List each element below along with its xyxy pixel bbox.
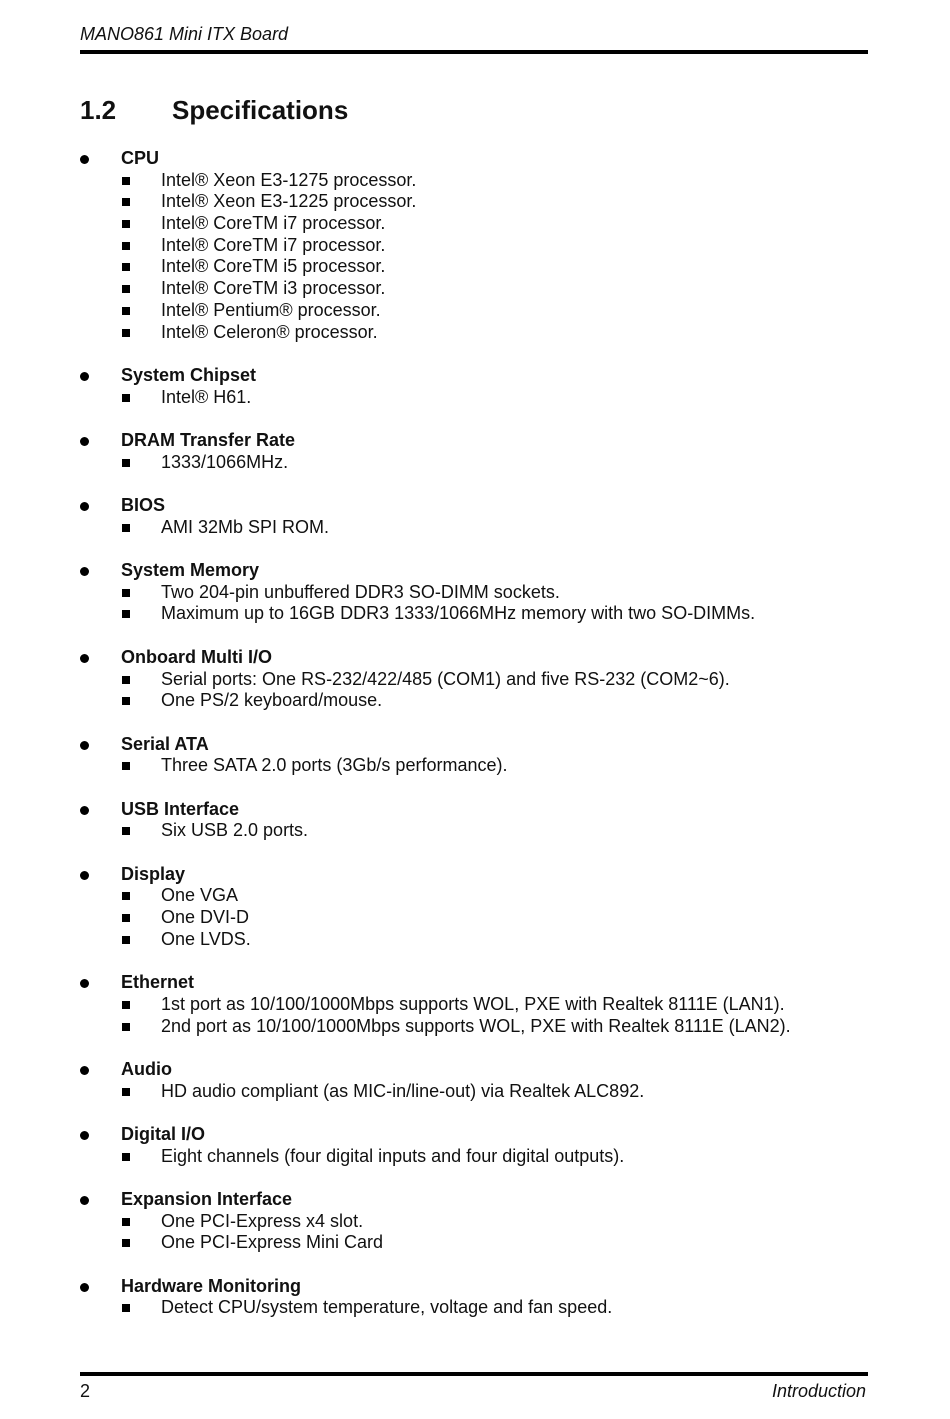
round-bullet-icon <box>80 1283 89 1292</box>
round-bullet-icon <box>80 806 89 815</box>
spec-group-header <box>80 365 880 387</box>
spec-group-header <box>80 647 880 669</box>
round-bullet-icon <box>80 1131 89 1140</box>
round-bullet-icon <box>80 1066 89 1075</box>
spec-group <box>80 495 880 538</box>
spec-item-text: Maximum up to 16GB DDR3 1333/1066MHz memory with two SO-DIMMs. <box>161 603 756 624</box>
spec-group-title: System Memory <box>121 560 260 581</box>
spec-item <box>80 387 880 409</box>
spec-item <box>80 300 880 322</box>
square-bullet-icon <box>122 676 130 684</box>
spec-list <box>80 148 880 1341</box>
square-bullet-icon <box>122 762 130 770</box>
section-title: Specifications <box>172 95 349 125</box>
spec-group <box>80 365 880 408</box>
spec-group-title: Expansion Interface <box>121 1189 293 1209</box>
spec-item-list <box>80 994 880 1037</box>
spec-group <box>80 799 880 842</box>
square-bullet-icon <box>122 394 130 402</box>
square-bullet-icon <box>122 589 130 597</box>
square-bullet-icon <box>122 242 130 250</box>
spec-item-text: 1st port as 10/100/1000Mbps supports WOL, PXE with Realtek 8111E (LAN1). <box>161 993 785 1014</box>
spec-group-header <box>80 148 880 170</box>
spec-item-text: AMI 32Mb SPI ROM. <box>161 516 330 537</box>
spec-item <box>80 820 880 842</box>
spec-item <box>80 1016 880 1038</box>
spec-group <box>80 430 880 473</box>
round-bullet-icon <box>80 155 89 164</box>
spec-group-header <box>80 1276 880 1298</box>
spec-item-list <box>80 885 880 950</box>
spec-group <box>80 1276 880 1319</box>
round-bullet-icon <box>80 654 89 663</box>
spec-item <box>80 885 880 907</box>
spec-item-text: Serial ports: One RS-232/422/485 (COM1) and five RS-232 (COM2~6). <box>161 668 730 689</box>
spec-group-header <box>80 1189 880 1211</box>
spec-group-header <box>80 495 880 517</box>
spec-group-title: System Chipset <box>121 364 257 385</box>
spec-group-header <box>80 560 880 582</box>
spec-item-text: Intel® Celeron® processor. <box>161 321 378 342</box>
spec-item-list <box>80 1211 880 1254</box>
spec-group-header <box>80 799 880 821</box>
section-heading <box>80 95 348 126</box>
spec-item <box>80 235 880 257</box>
spec-group <box>80 972 880 1037</box>
square-bullet-icon <box>122 697 130 705</box>
spec-item-text: Intel® CoreTM i7 processor. <box>161 213 386 234</box>
spec-group-title: Ethernet <box>121 972 195 993</box>
round-bullet-icon <box>80 567 89 576</box>
spec-item-list <box>80 517 880 539</box>
spec-group-title: Serial ATA <box>121 733 209 754</box>
spec-group-header <box>80 864 880 886</box>
spec-group-header <box>80 972 880 994</box>
round-bullet-icon <box>80 1196 89 1205</box>
square-bullet-icon <box>122 1218 130 1226</box>
spec-group-title: Audio <box>121 1058 172 1079</box>
spec-item-text: Two 204-pin unbuffered DDR3 SO-DIMM sockets. <box>161 581 560 602</box>
spec-item-list <box>80 1146 880 1168</box>
spec-item-text: Intel® CoreTM i7 processor. <box>161 234 386 255</box>
spec-item <box>80 907 880 929</box>
spec-item-text: One LVDS. <box>161 928 251 949</box>
spec-item-text: One VGA <box>161 885 239 906</box>
spec-item <box>80 322 880 344</box>
spec-item-text: Intel® Pentium® processor. <box>161 299 381 320</box>
spec-item <box>80 690 880 712</box>
spec-item <box>80 213 880 235</box>
page-number: 2 <box>80 1381 91 1401</box>
spec-item-text: One PCI-Express Mini Card <box>161 1232 384 1253</box>
square-bullet-icon <box>122 1023 130 1031</box>
spec-item <box>80 1297 880 1319</box>
spec-item <box>80 256 880 278</box>
spec-item-text: Three SATA 2.0 ports (3Gb/s performance). <box>161 755 508 776</box>
spec-group-title: USB Interface <box>121 798 240 819</box>
spec-item-list <box>80 755 880 777</box>
spec-group-header <box>80 1059 880 1081</box>
spec-group-title: DRAM Transfer Rate <box>121 429 296 450</box>
spec-group-title: Display <box>121 863 186 884</box>
spec-item-list <box>80 820 880 842</box>
spec-item <box>80 669 880 691</box>
round-bullet-icon <box>80 741 89 750</box>
square-bullet-icon <box>122 1001 130 1009</box>
spec-item-text: One PCI-Express x4 slot. <box>161 1210 364 1231</box>
document-title: MANO861 Mini ITX Board <box>80 24 289 44</box>
spec-item-text: Eight channels (four digital inputs and four digital outputs). <box>161 1145 625 1166</box>
spec-group <box>80 864 880 951</box>
spec-group <box>80 647 880 712</box>
spec-item-text: 1333/1066MHz. <box>161 451 289 472</box>
spec-item-list <box>80 452 880 474</box>
square-bullet-icon <box>122 914 130 922</box>
square-bullet-icon <box>122 1239 130 1247</box>
spec-group <box>80 734 880 777</box>
page-header <box>80 22 868 54</box>
spec-item-text: Intel® CoreTM i5 processor. <box>161 256 386 277</box>
spec-item <box>80 1081 880 1103</box>
spec-item <box>80 1146 880 1168</box>
spec-item-text: One PS/2 keyboard/mouse. <box>161 690 383 711</box>
spec-group-title: CPU <box>121 148 160 168</box>
spec-group-title: Onboard Multi I/O <box>121 646 272 667</box>
spec-item-text: Intel® Xeon E3-1225 processor. <box>161 191 417 212</box>
spec-group <box>80 1189 880 1254</box>
square-bullet-icon <box>122 524 130 532</box>
spec-item-list <box>80 669 880 712</box>
spec-item-list <box>80 170 880 344</box>
spec-item <box>80 582 880 604</box>
spec-item-text: Intel® H61. <box>161 386 252 407</box>
spec-item <box>80 191 880 213</box>
spec-item <box>80 994 880 1016</box>
square-bullet-icon <box>122 1088 130 1096</box>
footer-section-name: Introduction <box>771 1381 866 1401</box>
square-bullet-icon <box>122 827 130 835</box>
spec-item <box>80 278 880 300</box>
round-bullet-icon <box>80 372 89 381</box>
spec-item-text: Intel® CoreTM i3 processor. <box>161 278 386 299</box>
spec-item-list <box>80 1297 880 1319</box>
square-bullet-icon <box>122 285 130 293</box>
spec-item-text: One DVI-D <box>161 907 250 928</box>
round-bullet-icon <box>80 437 89 446</box>
spec-item <box>80 603 880 625</box>
square-bullet-icon <box>122 892 130 900</box>
spec-item-text: Six USB 2.0 ports. <box>161 820 309 841</box>
spec-item <box>80 452 880 474</box>
spec-item-text: 2nd port as 10/100/1000Mbps supports WOL, PXE with Realtek 8111E (LAN2). <box>161 1015 791 1036</box>
spec-group <box>80 148 880 343</box>
spec-item-list <box>80 387 880 409</box>
page-footer <box>80 1372 868 1406</box>
square-bullet-icon <box>122 307 130 315</box>
spec-item <box>80 755 880 777</box>
spec-group <box>80 1124 880 1167</box>
spec-group <box>80 1059 880 1102</box>
spec-group-header <box>80 1124 880 1146</box>
spec-group <box>80 560 880 625</box>
spec-item <box>80 1211 880 1233</box>
spec-item-text: HD audio compliant (as MIC-in/line-out) via Realtek ALC892. <box>161 1080 645 1101</box>
square-bullet-icon <box>122 263 130 271</box>
square-bullet-icon <box>122 198 130 206</box>
square-bullet-icon <box>122 220 130 228</box>
spec-item-list <box>80 1081 880 1103</box>
spec-item <box>80 170 880 192</box>
square-bullet-icon <box>122 1153 130 1161</box>
spec-item-list <box>80 582 880 625</box>
spec-item <box>80 517 880 539</box>
square-bullet-icon <box>122 936 130 944</box>
spec-group-title: Digital I/O <box>121 1123 206 1144</box>
spec-item-text: Detect CPU/system temperature, voltage and fan speed. <box>161 1297 613 1318</box>
section-number: 1.2 <box>80 95 117 125</box>
spec-item-text: Intel® Xeon E3-1275 processor. <box>161 169 417 190</box>
round-bullet-icon <box>80 871 89 880</box>
square-bullet-icon <box>122 1304 130 1312</box>
spec-item <box>80 1232 880 1254</box>
round-bullet-icon <box>80 502 89 511</box>
spec-group-title: BIOS <box>121 495 166 515</box>
spec-group-header <box>80 430 880 452</box>
square-bullet-icon <box>122 177 130 185</box>
spec-group-title: Hardware Monitoring <box>121 1275 302 1296</box>
square-bullet-icon <box>122 459 130 467</box>
spec-group-header <box>80 734 880 756</box>
spec-item <box>80 929 880 951</box>
square-bullet-icon <box>122 610 130 618</box>
square-bullet-icon <box>122 329 130 337</box>
round-bullet-icon <box>80 979 89 988</box>
